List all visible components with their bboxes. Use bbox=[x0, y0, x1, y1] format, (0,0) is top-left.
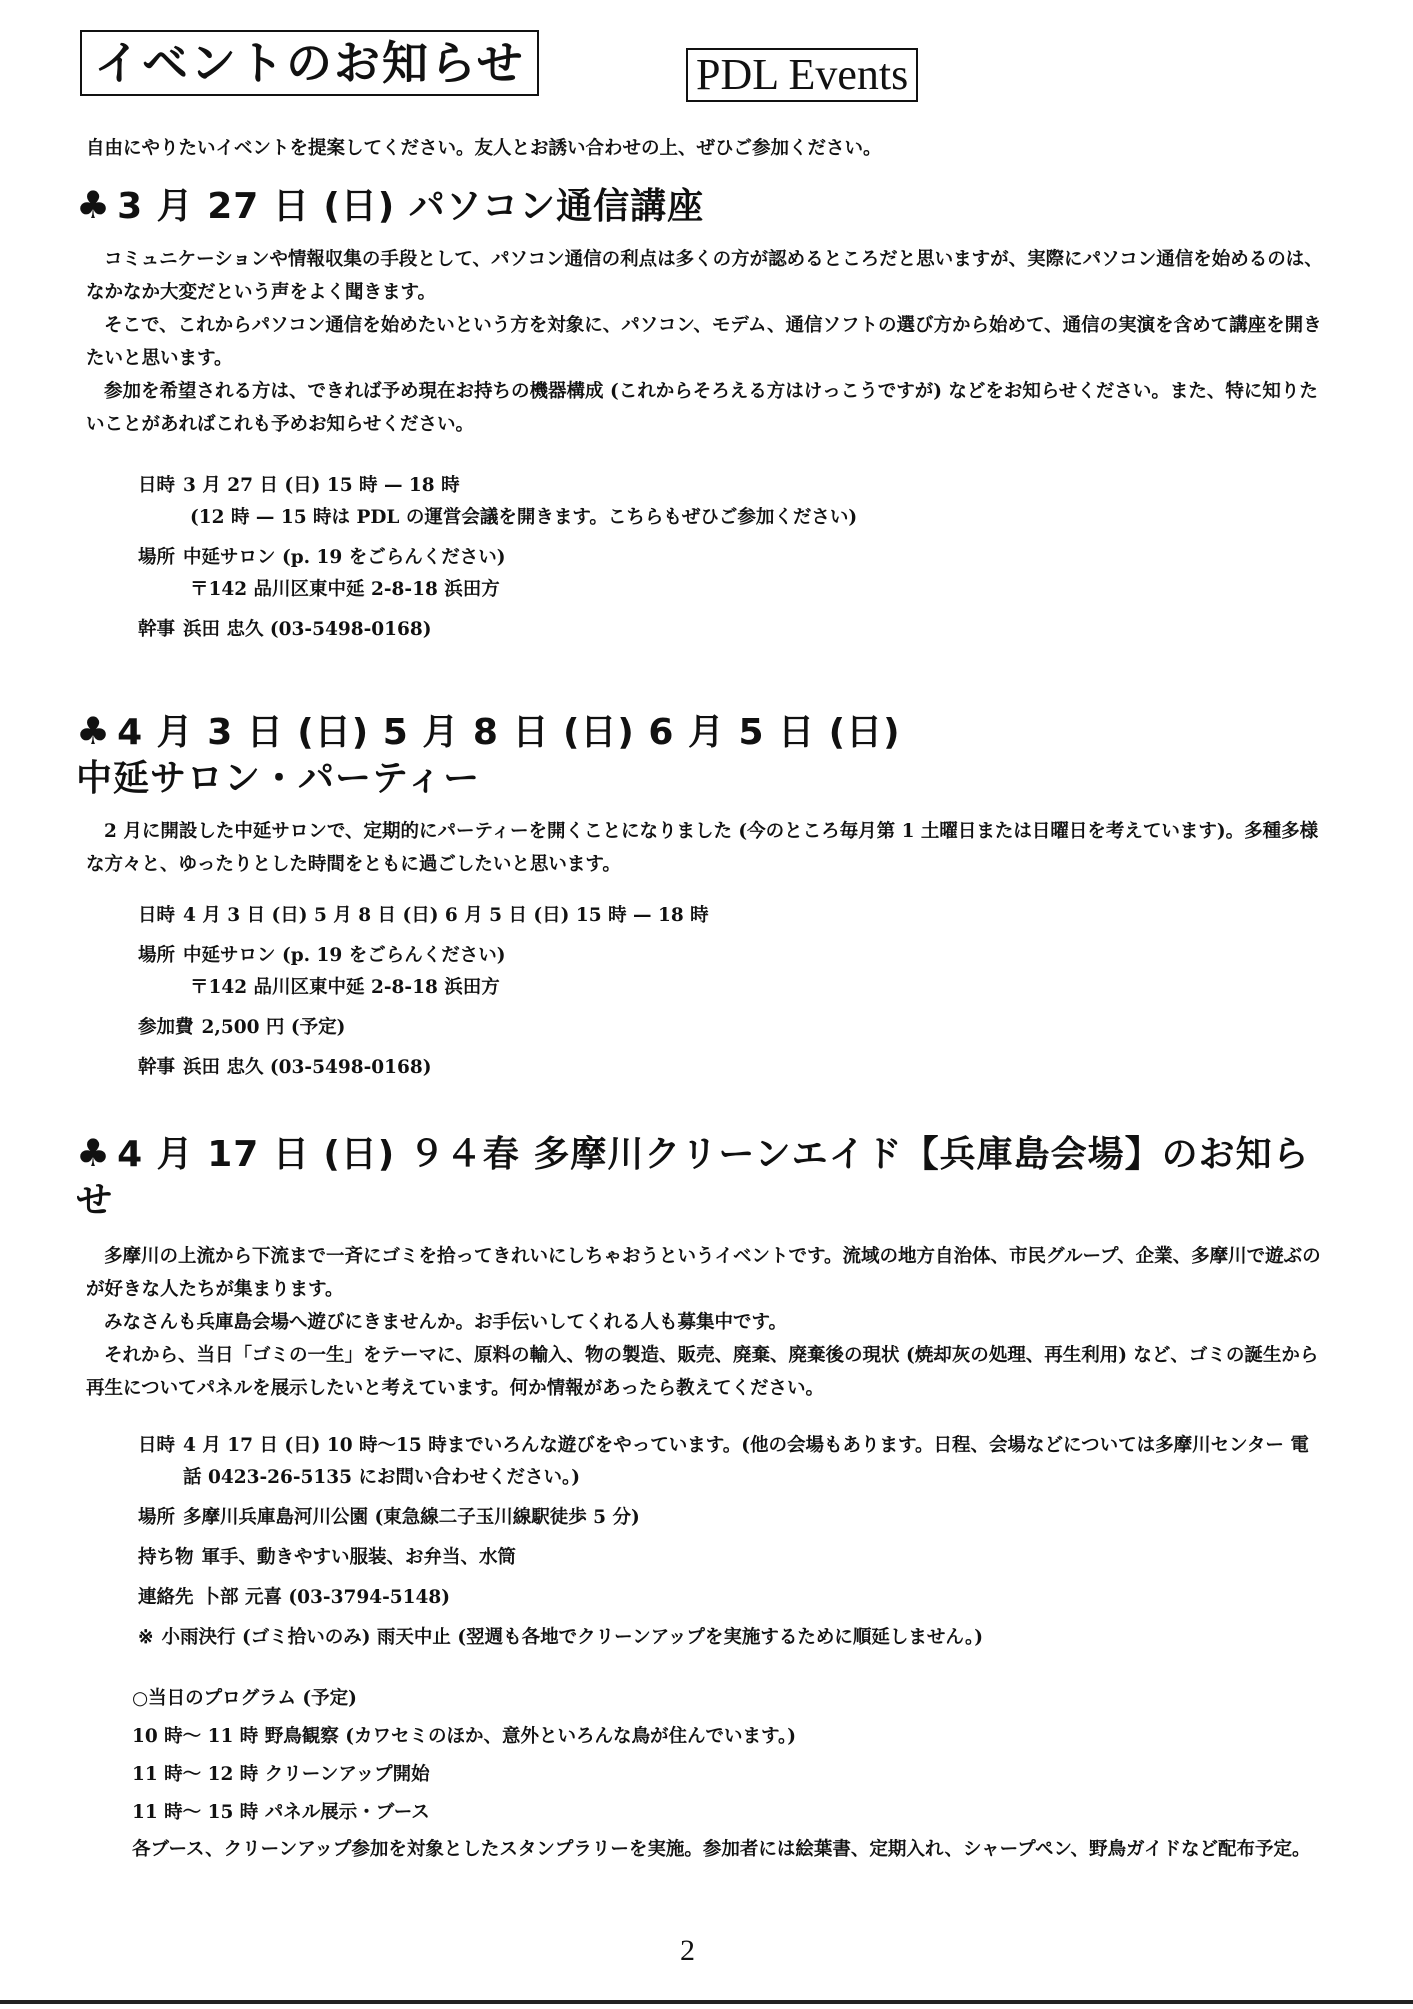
detail-row-contact: 連絡先 卜部 元喜 (03-3794-5148) bbox=[138, 1587, 450, 1608]
program-item: 11 時～ 15 時 パネル展示・ブース bbox=[132, 1802, 430, 1823]
paragraph: そこで、これからパソコン通信を始めたいという方を対象に、パソコン、モデム、通信ソフトの選び方から始めて、通信の実演を含めて講座を開きたいと思います。 bbox=[86, 315, 1322, 369]
section-1-title: ♣ 3 月 27 日 (日) パソコン通信講座 bbox=[76, 183, 705, 227]
detail-sub: (12 時 — 15 時は PDL の運営会議を開きます。こちらもぜひご参加ください) bbox=[190, 507, 858, 528]
detail-sub: 〒142 品川区東中延 2-8-18 浜田方 bbox=[190, 579, 500, 600]
program-item: 10 時～ 11 時 野鳥観察 (カワセミのほか、意外といろんな鳥が住んでいます。) bbox=[132, 1726, 796, 1747]
detail-row-datetime: 日時 3 月 27 日 (日) 15 時 — 18 時 bbox=[138, 475, 460, 496]
detail-sub: 〒142 品川区東中延 2-8-18 浜田方 bbox=[190, 977, 500, 998]
section-3-title: ♣ 4 月 17 日 (日) ９４春 多摩川クリーンエイド【兵庫島会場】のお知らせ bbox=[76, 1131, 1310, 1221]
intro-paragraph: 自由にやりたいイベントを提案してください。友人とお誘い合わせの上、ぜひご参加ください。 bbox=[86, 138, 882, 159]
detail-row-fee: 参加費 2,500 円 (予定) bbox=[138, 1017, 346, 1038]
section-2-title: ♣ 4 月 3 日 (日) 5 月 8 日 (日) 6 月 5 日 (日) 中延サロン・パーティー bbox=[76, 709, 901, 799]
section-3-details bbox=[138, 1430, 1318, 1662]
paragraph: コミュニケーションや情報収集の手段として、パソコン通信の利点は多くの方が認めるところだと思いますが、実際にパソコン通信を始めるのは、なかなか大変だという声をよく聞きます。 bbox=[86, 249, 1323, 303]
paragraph: それから、当日「ゴミの一生」をテーマに、原料の輸入、物の製造、販売、廃棄、廃棄後の現状 (焼却灰の処理、再生利用) など、ゴミの誕生から再生についてパネルを展示したいと考えています。何か情報があったら教えてください。 bbox=[86, 1345, 1319, 1399]
detail-row-datetime: 日時 4 月 3 日 (日) 5 月 8 日 (日) 6 月 5 日 (日) 15 時 — 18 時 bbox=[138, 905, 709, 926]
detail-row-organizer: 幹事 浜田 忠久 (03-5498-0168) bbox=[138, 619, 432, 640]
detail-row-place: 場所 中延サロン (p. 19 をごらんください) bbox=[138, 547, 506, 568]
section-2-details bbox=[138, 900, 1318, 1092]
detail-row-belongings: 持ち物 軍手、動きやすい服装、お弁当、水筒 bbox=[138, 1547, 517, 1568]
page-number: 2 bbox=[680, 1934, 695, 1967]
detail-row-place: 場所 中延サロン (p. 19 をごらんください) bbox=[138, 945, 506, 966]
program-item: 各ブース、クリーンアップ参加を対象としたスタンプラリーを実施。参加者には絵葉書、定期入れ、シャープペン、野鳥ガイドなど配布予定。 bbox=[132, 1839, 1311, 1860]
section-2-body bbox=[86, 815, 1326, 881]
page-title-japanese: イベントのお知らせ bbox=[80, 30, 539, 96]
detail-row-organizer: 幹事 浜田 忠久 (03-5498-0168) bbox=[138, 1057, 432, 1078]
bottom-divider bbox=[0, 2000, 1413, 2004]
program-list bbox=[132, 1680, 1332, 1866]
intro-text bbox=[86, 132, 1326, 165]
paragraph: 多摩川の上流から下流まで一斉にゴミを拾ってきれいにしちゃおうというイベントです。流域の地方自治体、市民グループ、企業、多摩川で遊ぶのが好きな人たちが集まります。 bbox=[86, 1246, 1321, 1300]
club-icon: ♣ bbox=[76, 183, 112, 227]
program-item: 11 時～ 12 時 クリーンアップ開始 bbox=[132, 1764, 430, 1785]
detail-row-note: ※ 小雨決行 (ゴミ拾いのみ) 雨天中止 (翌週も各地でクリーンアップを実施するために順延しません。) bbox=[138, 1627, 984, 1648]
program-heading: ○当日のプログラム (予定) bbox=[132, 1688, 357, 1709]
section-1-details bbox=[138, 470, 1318, 654]
club-icon: ♣ bbox=[76, 1131, 112, 1175]
section-1-body bbox=[86, 243, 1326, 441]
detail-row-place: 場所 多摩川兵庫島河川公園 (東急線二子玉川線駅徒歩 5 分) bbox=[138, 1507, 640, 1528]
paragraph: 2 月に開設した中延サロンで、定期的にパーティーを開くことになりました (今のところ毎月第 1 土曜日または日曜日を考えています)。多種多様な方々と、ゆったりとした時間をともに過ごしたいと思います。 bbox=[86, 821, 1319, 875]
section-3-body bbox=[86, 1240, 1326, 1405]
page-title-english: PDL Events bbox=[686, 48, 918, 102]
paragraph: 参加を希望される方は、できれば予め現在お持ちの機器構成 (これからそろえる方はけっこうですが) などをお知らせください。また、特に知りたいことがあればこれも予めお知らせください。 bbox=[86, 381, 1318, 435]
paragraph: みなさんも兵庫島会場へ遊びにきませんか。お手伝いしてくれる人も募集中です。 bbox=[104, 1312, 788, 1333]
detail-row-datetime: 日時 4 月 17 日 (日) 10 時～15 時までいろんな遊びをやっています。(他の会場もあります。日程、会場などについては多摩川センター 電話 0423-26-5135 にお問い合わせください。) bbox=[138, 1435, 1309, 1488]
club-icon: ♣ bbox=[76, 709, 112, 753]
